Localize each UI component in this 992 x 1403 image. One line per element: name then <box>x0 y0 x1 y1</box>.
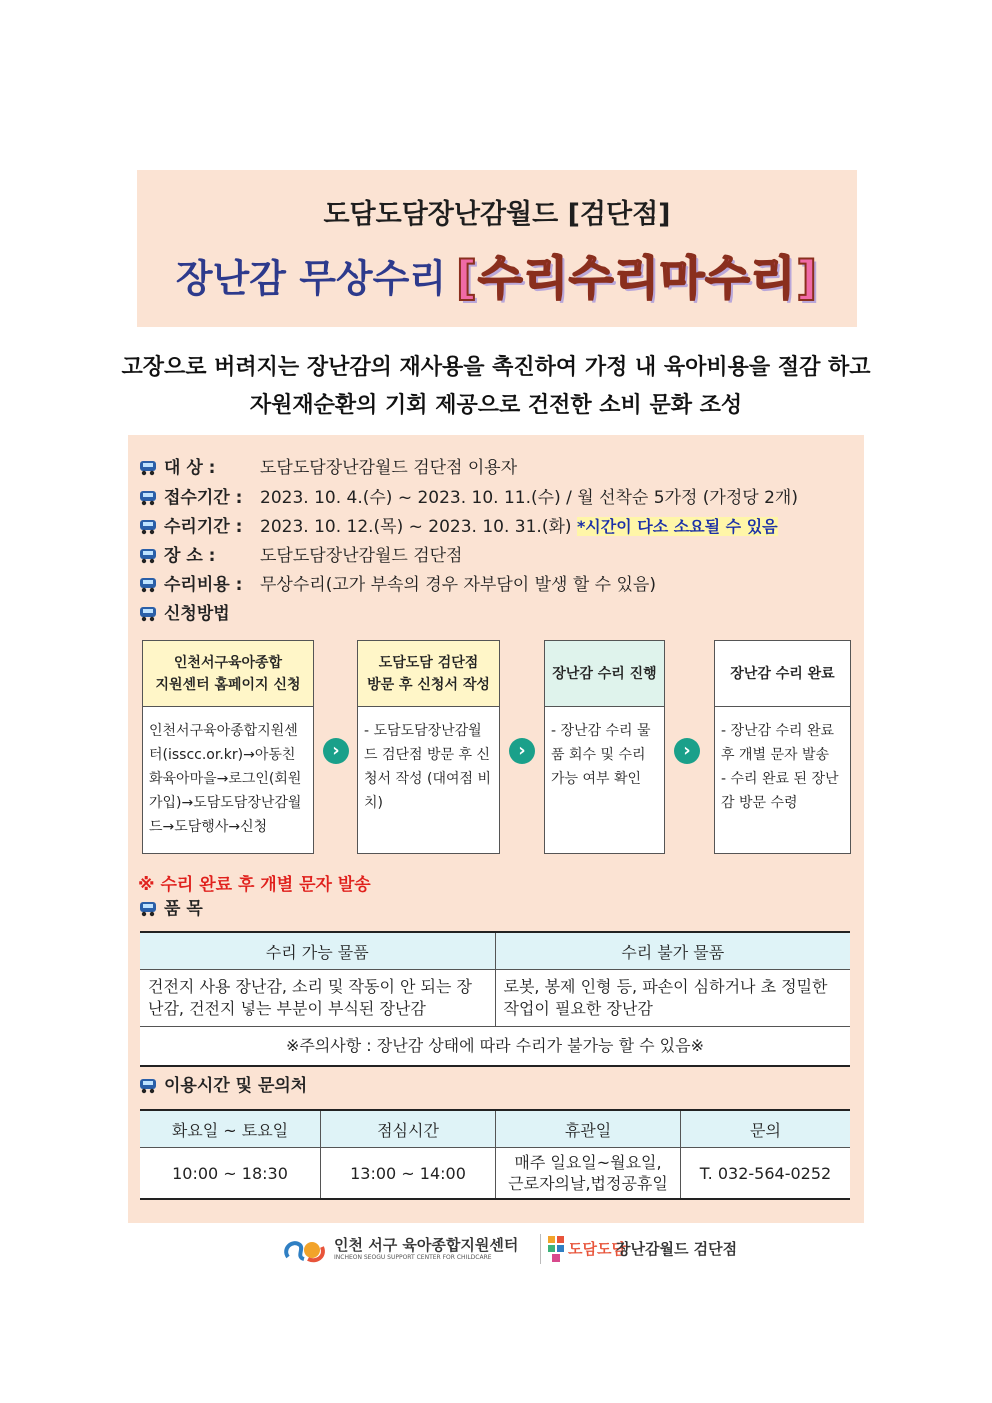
info-row-repair-period <box>138 516 778 538</box>
info-value: 2023. 10. 12.(목) ~ 2023. 10. 31.(화) <box>260 517 572 537</box>
items-label: 품 목 <box>164 899 203 919</box>
car-icon <box>138 604 158 622</box>
hours-heading <box>138 1075 307 1097</box>
car-icon <box>138 1076 158 1094</box>
footer-divider <box>540 1234 541 1264</box>
info-row-cost <box>138 574 656 596</box>
footer-org-name: 인천 서구 육아종합지원센터 <box>334 1236 519 1254</box>
footer-org-name-en: INCHEON SEOGU SUPPORT CENTER FOR CHILDCARE <box>334 1254 492 1261</box>
step-body: - 장난감 수리 완료 후 개별 문자 발송 - 수리 완료 된 장난감 방문 수령 <box>721 723 839 811</box>
info-label: 대 상 : <box>164 458 216 478</box>
car-icon <box>138 517 158 535</box>
hours-label: 이용시간 및 문의처 <box>164 1076 308 1096</box>
hours-lunch: 13:00 ~ 14:00 <box>321 1148 496 1200</box>
items-note: ※주의사항 : 장난감 상태에 따라 수리가 불가능 할 수 있음※ <box>140 1027 850 1067</box>
chevron-right-icon: › <box>509 738 535 764</box>
info-row-period <box>138 487 798 509</box>
info-label: 수리비용 : <box>164 575 243 595</box>
items-possible: 건전지 사용 장난감, 소리 및 작동이 안 되는 장난감, 건전지 넣는 부분이 부식된 장난감 <box>140 970 495 1027</box>
header-title-right: [수리수리마수리] <box>456 251 819 305</box>
info-box <box>128 435 864 1223</box>
warning-text: ※ 수리 완료 후 개별 문자 발송 <box>138 875 371 895</box>
info-note: *시간이 다소 소요될 수 있음 <box>576 517 778 536</box>
info-value: 도담도담장난감월드 검단점 이용자 <box>260 458 518 478</box>
hours-table <box>140 1109 850 1200</box>
step-title: 도담도담 검단점 방문 후 신청서 작성 <box>358 641 499 707</box>
car-icon <box>138 458 158 476</box>
car-icon <box>138 546 158 564</box>
car-icon <box>138 899 158 917</box>
items-table <box>140 931 850 1067</box>
hours-open: 10:00 ~ 18:30 <box>140 1148 321 1200</box>
step-title: 장난감 수리 진행 <box>545 641 664 707</box>
hours-contact: T. 032-564-0252 <box>681 1148 851 1200</box>
car-icon <box>138 575 158 593</box>
info-value: 무상수리(고가 부속의 경우 자부담이 발생 할 수 있음) <box>260 575 656 595</box>
hours-header: 점심시간 <box>321 1110 496 1148</box>
chevron-right-icon: › <box>674 738 700 764</box>
step-title: 인천서구육아종합 지원센터 홈페이지 신청 <box>143 641 313 707</box>
intro-line-1: 고장으로 버려지는 장난감의 재사용을 촉진하여 가정 내 육아비용을 절감 하고 <box>121 355 871 380</box>
step-4 <box>714 640 851 854</box>
intro-line-2: 자원재순환의 기회 제공으로 건전한 소비 문화 조성 <box>249 393 743 418</box>
footer-brand-suffix: 장난감월드 검단점 <box>616 1240 738 1258</box>
header-title-left: 장난감 무상수리 <box>175 256 447 301</box>
step-body: 인천서구육아종합지원센터(isscc.or.kr)→아동친화육아마을→로그인(회원가입)→도담도담장난감월드→도담행사→신청 <box>149 723 302 835</box>
info-value: 2023. 10. 4.(수) ~ 2023. 10. 11.(수) / 월 선착순 5가정 (가정당 2개) <box>260 488 798 508</box>
items-impossible: 로봇, 봉제 인형 등, 파손이 심하거나 초 정밀한 작업이 필요한 장난감 <box>495 970 850 1027</box>
header-subtitle: 도담도담장난감월드 [검단점] <box>323 199 671 230</box>
dodam-logo-icon <box>546 1234 566 1264</box>
items-heading <box>138 898 260 920</box>
items-header-possible: 수리 가능 물품 <box>140 932 495 970</box>
step-body: - 도담도담장난감월드 검단점 방문 후 신청서 작성 (대여점 비치) <box>364 723 492 811</box>
apply-label: 신청방법 <box>164 604 230 624</box>
footer-brand: 도담도담 <box>568 1240 626 1258</box>
info-label: 장 소 : <box>164 546 216 566</box>
items-header-impossible: 수리 불가 물품 <box>495 932 850 970</box>
info-row-place <box>138 545 462 567</box>
hours-header: 화요일 ~ 토요일 <box>140 1110 321 1148</box>
step-3 <box>544 640 665 854</box>
step-title: 장난감 수리 완료 <box>715 641 850 707</box>
step-1 <box>142 640 314 854</box>
footer-logos <box>282 1232 738 1268</box>
info-label: 접수기간 : <box>164 488 243 508</box>
info-value: 도담도담장난감월드 검단점 <box>260 546 463 566</box>
hours-header: 휴관일 <box>496 1110 681 1148</box>
info-label: 수리기간 : <box>164 517 243 537</box>
header-box <box>137 170 857 327</box>
info-row-target <box>138 457 517 479</box>
header-title <box>137 242 857 308</box>
apply-heading <box>138 603 260 625</box>
car-icon <box>138 488 158 506</box>
step-2 <box>357 640 500 854</box>
hours-header: 문의 <box>681 1110 851 1148</box>
hours-closed: 매주 일요일~월요일, 근로자의날,법정공휴일 <box>496 1148 681 1200</box>
step-body: - 장난감 수리 물품 회수 및 수리 가능 여부 확인 <box>551 723 651 787</box>
chevron-right-icon: › <box>323 738 349 764</box>
seogu-logo-icon <box>282 1235 328 1265</box>
